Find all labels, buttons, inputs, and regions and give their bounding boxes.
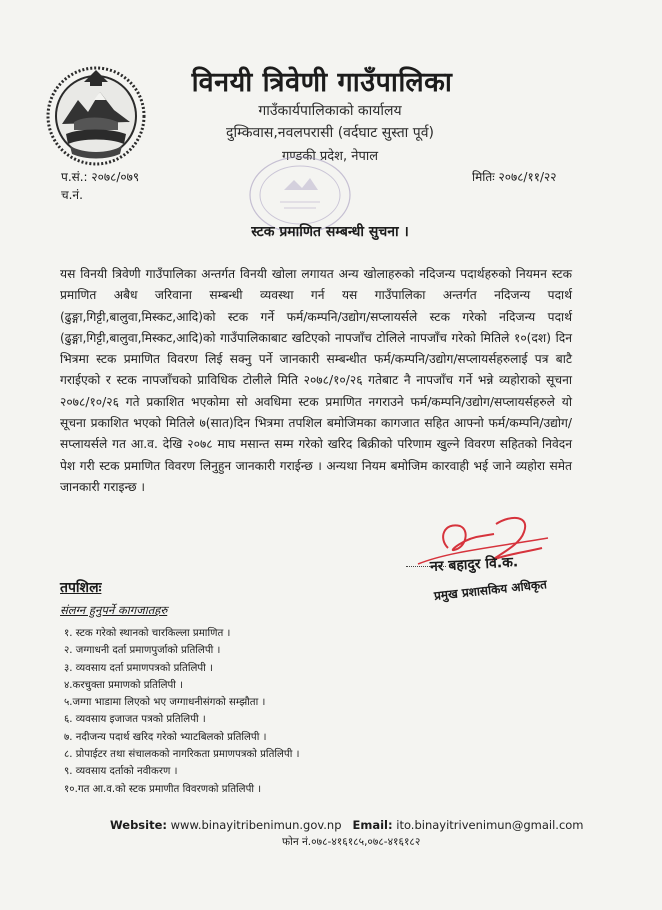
list-item: ८. प्रोपाईटर तथा संचालकको नागरिकता प्रमाणपत्रको प्रतिलिपी । — [64, 749, 300, 761]
phone-number: फोन नं.०७८-४१६१८५,०७८-४१६१८२ — [282, 836, 421, 848]
email-link[interactable]: ito.binayitrivenimun@gmail.com — [396, 818, 584, 832]
notice-subject: स्टक प्रमाणित सम्बन्धी सुचना । — [251, 224, 409, 240]
list-item: ३. व्यवसाय दर्ता प्रमाणपत्रको प्रतिलिपी । — [64, 662, 213, 674]
signatory-name: नर बहादुर वि.क. — [429, 554, 519, 575]
list-item: ७. नदीजन्य पदार्थ खरिद गरेको भ्याटबिलको प्रतिलिपी । — [64, 731, 267, 743]
list-item: १. स्टक गरेको स्थानको चारकिल्ला प्रमाणित । — [64, 628, 231, 639]
province-name: गण्डकी प्रदेश, नेपाल — [281, 149, 379, 164]
nepal-emblem-icon — [44, 64, 148, 168]
list-item: ४.करचुक्ता प्रमाणको प्रतिलिपी । — [64, 679, 184, 691]
municipality-title: विनयी त्रिवेणी गाउँपालिका — [191, 67, 453, 98]
website-label: Website: — [110, 818, 167, 832]
letter-date: मितिः २०७८/११/२२ — [472, 170, 557, 184]
dispatch-number: च.नं. — [61, 188, 83, 202]
annex-heading: तपशिलः — [60, 580, 102, 596]
annex-document-list — [64, 625, 299, 798]
list-item: ९. व्यवसाय दर्ताको नवीकरण । — [64, 766, 178, 778]
list-item: ६. व्यवसाय इजाजत पत्रको प्रतिलिपी । — [64, 714, 206, 726]
website-link[interactable]: www.binayitribenimun.gov.np — [170, 818, 342, 832]
notice-body: यस विनयी त्रिवेणी गाउँपालिका अन्तर्गत विनयी खोला लगायत अन्य खोलाहरुको नदिजन्य पदार्थहरुको नियमन स्टक प्रमाणित अबैध जरिवाना सम्बन्धी व्यवस्था गर्न यस गाउँपालिका अन्तर्गत नदिजन्य पदार्थ (ढुङ्गा,गिट्टी,बालुवा,मिस्कट,आदि)को स्टक गर्ने फर्म/कम्पनि/उद्योग/सप्लायर्सले स्टक गरेको नदिजन्य पदार्थ (ढुङ्गा,गिट्टी,बालुवा,मिस्कट,आदि)को गाउँपालिकाबाट खटिएको नापजाँच टोलिले नापजाँच गरेको मितिले १०(दश) दिन भित्रमा स्टक प्रमाणित विवरण लिई सक्नु पर्ने जानकारी सम्बन्धीत फर्म/कम्पनि/उद्योग/सप्लायर्सहरुलाई पत्र बाटै गराईएको र स्टक नापजाँचको प्राविधिक टोलीले मिति २०७८/१०/२६ गतेबाट नै नापजाँच गर्ने भन्ने व्यहोराको सूचना २०७८/१०/२६ गते प्रकाशित भएकोमा सो अवधिमा स्टक प्रमाणित नगराउने फर्म/कम्पनि/उद्योग/सप्लायर्सहरुले यो सूचना प्रकाशित भएको मितिले ७(सात)दिन भित्रमा तपशिल बमोजिमका कागजात सहित आफ्नो फर्म/कम्पनि/उद्योग/सप्लायर्सले गत आ.व. देखि २०७८ माघ मसान्त सम्म गरेको खरिद बिक्रीको परिणाम खुल्ने विवरण सहितको निवेदन पेश गरी स्टक प्रमाणित विवरण लिनुहुन जानकारी गराईन्छ । अन्यथा नियम बमोजिम कारवाही भई जाने व्यहोरा समेत जानकारी गराइन्छ । — [60, 267, 572, 494]
list-item: १०.गत आ.व.को स्टक प्रमाणीत विवरणको प्रतिलिपी । — [64, 783, 262, 795]
email-label: Email: — [352, 818, 393, 832]
annex-subheading: संलग्न हुनुपर्ने कागजातहरु — [60, 603, 168, 617]
signatory-title: प्रमुख प्रशासकिय अधिकृत — [433, 577, 548, 603]
letter-number: प.सं.: २०७८/०७९ — [61, 170, 140, 184]
list-item: २. जग्गाधनी दर्ता प्रमाणपुर्जाको प्रतिलिपी । — [64, 645, 221, 657]
office-name: गाउँकार्यपालिकाको कार्यालय — [258, 103, 402, 119]
list-item: ५.जग्गा भाडामा लिएको भए जग्गाधनीसंगको सम्झौता । — [64, 697, 266, 709]
footer-contact — [110, 818, 584, 832]
office-address: दुम्किवास,नवलपरासी (वर्दघाट सुस्ता पूर्व) — [226, 125, 434, 141]
